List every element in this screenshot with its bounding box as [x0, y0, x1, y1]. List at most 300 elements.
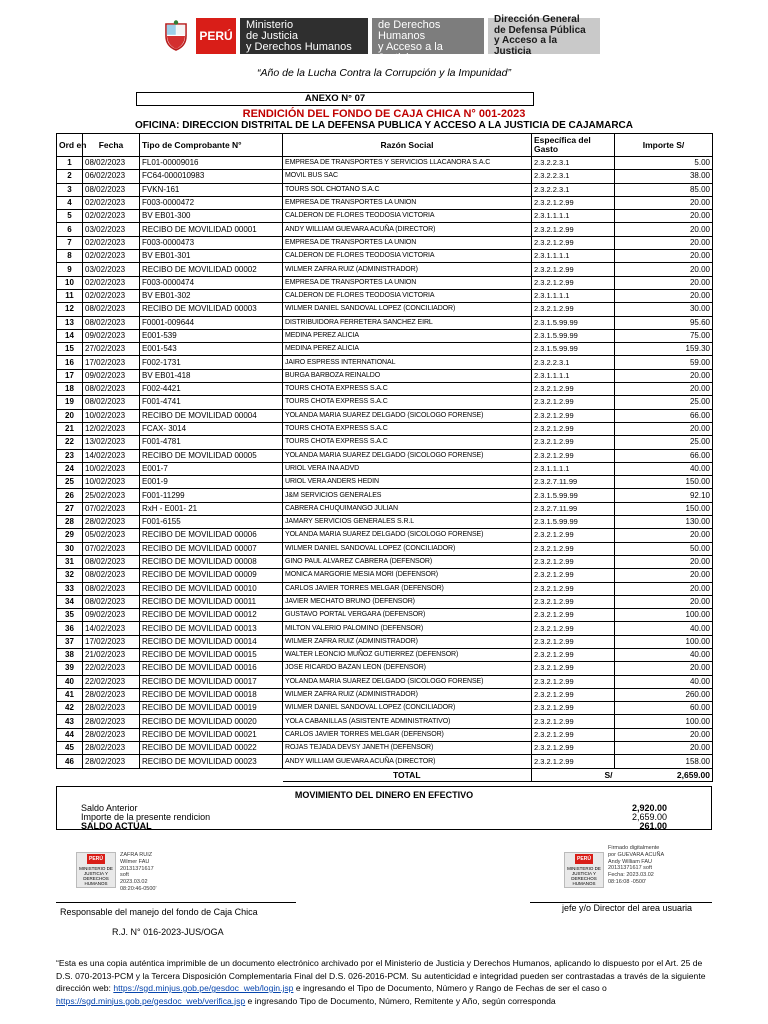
cell-fecha: 21/02/2023: [83, 648, 140, 661]
cell-razon-social: JAIRO ESPRESS INTERNATIONAL: [283, 356, 532, 369]
cell-razon-social: TOURS CHOTA EXPRESS S.A.C: [283, 422, 532, 435]
table-row: [57, 223, 713, 236]
cell-comprobante: F001-4741: [140, 396, 283, 409]
cell-especifica: 2.3.1.5.99.99: [532, 316, 615, 329]
cell-comprobante: RECIBO DE MOVILIDAD 00021: [140, 728, 283, 741]
cell-especifica: 2.3.2.1.2.99: [532, 409, 615, 422]
cell-fecha: 08/02/2023: [83, 383, 140, 396]
signature-text: [120, 852, 157, 893]
seal-text: MINISTERIO DE JUSTICIA Y DERECHOS HUMANOS: [79, 866, 113, 886]
signature-line: 2023.03.02: [120, 879, 148, 886]
cell-comprobante: RECIBO DE MOVILIDAD 00004: [140, 409, 283, 422]
authenticity-footnote: [56, 957, 716, 1007]
table-row: [57, 569, 713, 582]
cell-especifica: 2.3.2.1.2.99: [532, 383, 615, 396]
cell-especifica: 2.3.1.5.99.99: [532, 516, 615, 529]
anexo-title: ANEXO N° 07: [136, 92, 534, 106]
cell-comprobante: RECIBO DE MOVILIDAD 00020: [140, 715, 283, 728]
cell-especifica: 2.3.2.1.2.99: [532, 702, 615, 715]
cell-razon-social: EMPRESA DE TRANSPORTES Y SERVICIOS LLACANORA S.A.C: [283, 157, 532, 170]
cell-comprobante: RECIBO DE MOVILIDAD 00014: [140, 635, 283, 648]
peru-logo: PERÚ: [196, 18, 236, 54]
signature-line: 08:20:46-0500': [120, 885, 157, 892]
signature-seal: [564, 852, 604, 888]
cell-comprobante: F003-0000472: [140, 196, 283, 209]
viceministerio-line: Viceministerio: [378, 7, 447, 20]
signature-line: Wilmer FAU: [120, 858, 150, 865]
cell-comprobante: RECIBO DE MOVILIDAD 00002: [140, 263, 283, 276]
cell-importe: 20.00: [615, 422, 713, 435]
cell-especifica: 2.3.2.1.2.99: [532, 688, 615, 701]
total-row: [57, 768, 713, 781]
cell-razon-social: TOURS CHOTA EXPRESS S.A.C: [283, 396, 532, 409]
cell-comprobante: RECIBO DE MOVILIDAD 00009: [140, 569, 283, 582]
cell-importe: 130.00: [615, 516, 713, 529]
signature-seal: [76, 852, 116, 888]
year-phrase: “Año de la Lucha Contra la Corrupción y la Impunidad”: [257, 67, 511, 79]
cell-ord: 3: [57, 183, 83, 196]
signature-line: por GUEVARA ACUÑA: [608, 851, 665, 858]
cell-especifica: 2.3.2.2.3.1: [532, 170, 615, 183]
cell-ord: 13: [57, 316, 83, 329]
cell-especifica: 2.3.2.1.2.99: [532, 422, 615, 435]
cell-comprobante: F002-4421: [140, 383, 283, 396]
cell-importe: 159.30: [615, 343, 713, 356]
col-header-especifica: Específica del Gasto: [532, 134, 615, 157]
cell-ord: 4: [57, 196, 83, 209]
cell-ord: 8: [57, 250, 83, 263]
saldo-actual-label: SALDO ACTUAL: [81, 821, 152, 831]
table-row: [57, 702, 713, 715]
table-row: [57, 648, 713, 661]
cell-ord: 37: [57, 635, 83, 648]
cell-especifica: 2.3.2.1.2.99: [532, 582, 615, 595]
table-row: [57, 582, 713, 595]
cell-comprobante: RECIBO DE MOVILIDAD 00005: [140, 449, 283, 462]
cell-fecha: 06/02/2023: [83, 170, 140, 183]
cell-comprobante: BV EB01-300: [140, 210, 283, 223]
table-header-row: [57, 134, 713, 157]
cell-comprobante: RECIBO DE MOVILIDAD 00018: [140, 688, 283, 701]
cell-importe: 40.00: [615, 462, 713, 475]
cell-especifica: 2.3.2.7.11.99: [532, 502, 615, 515]
direccion-line: Dirección General: [494, 14, 580, 25]
cell-comprobante: E001-7: [140, 462, 283, 475]
cell-razon-social: URIOL VERA ANDERS HEDIN: [283, 476, 532, 489]
cell-razon-social: YOLANDA MARIA SUAREZ DELGADO (SICOLOGO FORENSE): [283, 675, 532, 688]
table-row: [57, 502, 713, 515]
cell-especifica: 2.3.2.1.2.99: [532, 276, 615, 289]
cell-fecha: 14/02/2023: [83, 449, 140, 462]
cell-razon-social: URIOL VERA INA ADVD: [283, 462, 532, 475]
cell-fecha: 08/02/2023: [83, 303, 140, 316]
cell-fecha: 03/02/2023: [83, 263, 140, 276]
cell-importe: 20.00: [615, 369, 713, 382]
cell-razon-social: YOLA CABANILLAS (ASISTENTE ADMINISTRATIVO): [283, 715, 532, 728]
cell-comprobante: RECIBO DE MOVILIDAD 00012: [140, 609, 283, 622]
cell-especifica: 2.3.2.1.2.99: [532, 595, 615, 608]
cell-comprobante: RECIBO DE MOVILIDAD 00003: [140, 303, 283, 316]
cell-ord: 46: [57, 755, 83, 768]
cell-comprobante: RECIBO DE MOVILIDAD 00001: [140, 223, 283, 236]
direccion-line: y Acceso a la Justicia: [494, 35, 558, 57]
cell-ord: 12: [57, 303, 83, 316]
cell-fecha: 08/02/2023: [83, 396, 140, 409]
cell-importe: 59.00: [615, 356, 713, 369]
signature-line: ZAFRA RUIZ: [120, 852, 153, 858]
cell-fecha: 10/02/2023: [83, 462, 140, 475]
cell-comprobante: RECIBO DE MOVILIDAD 00023: [140, 755, 283, 768]
table-row: [57, 316, 713, 329]
cell-ord: 43: [57, 715, 83, 728]
cell-fecha: 02/02/2023: [83, 289, 140, 302]
cell-razon-social: WALTER LEONCIO MUÑOZ GUTIERREZ (DEFENSOR): [283, 648, 532, 661]
cell-importe: 85.00: [615, 183, 713, 196]
cell-ord: 6: [57, 223, 83, 236]
cell-especifica: 2.3.2.1.2.99: [532, 648, 615, 661]
table-row: [57, 742, 713, 755]
cell-comprobante: RECIBO DE MOVILIDAD 00011: [140, 595, 283, 608]
cell-fecha: 22/02/2023: [83, 675, 140, 688]
cell-importe: 20.00: [615, 196, 713, 209]
table-row: [57, 210, 713, 223]
cell-fecha: 02/02/2023: [83, 250, 140, 263]
table-row: [57, 755, 713, 768]
cell-comprobante: RECIBO DE MOVILIDAD 00006: [140, 529, 283, 542]
cell-ord: 5: [57, 210, 83, 223]
cell-ord: 23: [57, 449, 83, 462]
cell-fecha: 28/02/2023: [83, 516, 140, 529]
cell-ord: 24: [57, 462, 83, 475]
table-row: [57, 250, 713, 263]
cell-comprobante: RECIBO DE MOVILIDAD 00017: [140, 675, 283, 688]
cell-fecha: 28/02/2023: [83, 702, 140, 715]
cell-ord: 36: [57, 622, 83, 635]
cell-comprobante: BV EB01-301: [140, 250, 283, 263]
cell-ord: 26: [57, 489, 83, 502]
cell-especifica: 2.3.2.1.2.99: [532, 555, 615, 568]
cell-razon-social: YOLANDA MARIA SUAREZ DELGADO (SICOLOGO FORENSE): [283, 449, 532, 462]
cell-importe: 92.10: [615, 489, 713, 502]
direccion-logo: [488, 14, 600, 57]
cell-fecha: 27/02/2023: [83, 343, 140, 356]
cell-ord: 32: [57, 569, 83, 582]
cell-razon-social: BURGA BARBOZA REINALDO: [283, 369, 532, 382]
expenses-table: [56, 133, 713, 782]
cell-fecha: 07/02/2023: [83, 542, 140, 555]
cell-importe: 20.00: [615, 289, 713, 302]
table-row: [57, 715, 713, 728]
cell-razon-social: GINO PAUL ALVAREZ CABRERA (DEFENSOR): [283, 555, 532, 568]
cell-comprobante: BV EB01-418: [140, 369, 283, 382]
cell-importe: 60.00: [615, 702, 713, 715]
signature-line: Firmado digitalmente: [608, 845, 660, 851]
cell-ord: 20: [57, 409, 83, 422]
cell-especifica: 2.3.2.1.2.99: [532, 542, 615, 555]
cell-importe: 20.00: [615, 223, 713, 236]
cell-importe: 100.00: [615, 635, 713, 648]
cell-razon-social: ANDY WILLIAM GUEVARA ACUÑA (DIRECTOR): [283, 223, 532, 236]
cell-razon-social: TOURS CHOTA EXPRESS S.A.C: [283, 383, 532, 396]
table-row: [57, 516, 713, 529]
total-currency-symbol: S/: [604, 769, 613, 780]
verifica-link[interactable]: https://sgd.minjus.gob.pe/gesdoc_web/verifica.jsp: [56, 995, 246, 1006]
cell-razon-social: EMPRESA DE TRANSPORTES LA UNION: [283, 276, 532, 289]
cell-razon-social: TOURS SOL CHOTANO S.A.C: [283, 183, 532, 196]
cell-fecha: 28/02/2023: [83, 715, 140, 728]
viceministerio-line: y Acceso a la Justicia: [378, 40, 443, 64]
cell-razon-social: JAVIER MECHATO BRUNO (DEFENSOR): [283, 595, 532, 608]
cell-importe: 260.00: [615, 688, 713, 701]
cell-razon-social: WILMER ZAFRA RUIZ (ADMINISTRADOR): [283, 263, 532, 276]
cell-importe: 5.00: [615, 157, 713, 170]
cell-importe: 66.00: [615, 409, 713, 422]
cell-ord: 11: [57, 289, 83, 302]
cell-ord: 41: [57, 688, 83, 701]
cell-razon-social: MEDINA PEREZ ALICIA: [283, 329, 532, 342]
col-header-fecha: Fecha: [83, 134, 140, 157]
cell-comprobante: FC64-000010983: [140, 170, 283, 183]
cell-ord: 7: [57, 236, 83, 249]
cell-razon-social: MEDINA PEREZ ALICIA: [283, 343, 532, 356]
saldo-anterior-value: 2,920.00: [631, 803, 667, 813]
cell-importe: 150.00: [615, 476, 713, 489]
cell-comprobante: F001-6155: [140, 516, 283, 529]
cell-razon-social: WILMER ZAFRA RUIZ (ADMINISTRADOR): [283, 635, 532, 648]
movimiento-box: [56, 786, 712, 830]
cell-especifica: 2.3.2.1.2.99: [532, 303, 615, 316]
signature-line: 08:16:08 -0500': [608, 878, 647, 885]
table-row: [57, 675, 713, 688]
viceministerio-line: de Derechos Humanos: [378, 18, 441, 42]
col-header-ord: Ord en: [57, 134, 83, 157]
cell-importe: 100.00: [615, 609, 713, 622]
cell-fecha: 28/02/2023: [83, 755, 140, 768]
cell-fecha: 08/02/2023: [83, 316, 140, 329]
cell-fecha: 08/02/2023: [83, 582, 140, 595]
table-row: [57, 489, 713, 502]
signature-text: [608, 845, 664, 888]
cell-razon-social: J&M SERVICIOS GENERALES: [283, 489, 532, 502]
saldo-anterior-label: Saldo Anterior: [81, 803, 138, 813]
cell-ord: 1: [57, 157, 83, 170]
cell-comprobante: E001-539: [140, 329, 283, 342]
cell-razon-social: DISTRIBUIDORA FERRETERA SANCHEZ EIRL: [283, 316, 532, 329]
cell-razon-social: CARLOS JAVIER TORRES MELGAR (DEFENSOR): [283, 582, 532, 595]
cell-razon-social: CALDERON DE FLORES TEODOSIA VICTORIA: [283, 210, 532, 223]
total-spacer: [57, 768, 283, 781]
cell-especifica: 2.3.2.1.2.99: [532, 662, 615, 675]
cell-fecha: 08/02/2023: [83, 555, 140, 568]
ministerio-logo: [240, 18, 368, 54]
cell-especifica: 2.3.1.5.99.99: [532, 343, 615, 356]
cell-ord: 35: [57, 609, 83, 622]
signature-line: 20131371617: [120, 865, 154, 872]
cell-especifica: 2.3.1.1.1.1: [532, 369, 615, 382]
cell-ord: 16: [57, 356, 83, 369]
cell-razon-social: YOLANDA MARIA SUAREZ DELGADO (SICOLOGO FORENSE): [283, 409, 532, 422]
cell-razon-social: YOLANDA MARIA SUAREZ DELGADO (SICOLOGO FORENSE): [283, 529, 532, 542]
cell-especifica: 2.3.2.1.2.99: [532, 622, 615, 635]
table-row: [57, 728, 713, 741]
cell-razon-social: CALDERON DE FLORES TEODOSIA VICTORIA: [283, 289, 532, 302]
cell-especifica: 2.3.2.1.2.99: [532, 449, 615, 462]
cell-fecha: 17/02/2023: [83, 356, 140, 369]
total-currency: [532, 768, 615, 781]
cell-comprobante: BV EB01-302: [140, 289, 283, 302]
cell-especifica: 2.3.2.7.11.99: [532, 476, 615, 489]
cell-importe: 25.00: [615, 396, 713, 409]
table-row: [57, 422, 713, 435]
cell-especifica: 2.3.2.1.2.99: [532, 755, 615, 768]
cell-fecha: 28/02/2023: [83, 728, 140, 741]
cell-ord: 38: [57, 648, 83, 661]
cell-importe: 20.00: [615, 383, 713, 396]
coat-of-arms-icon: [160, 18, 192, 54]
cell-razon-social: WILMER DANIEL SANDOVAL LOPEZ (CONCILIADOR): [283, 702, 532, 715]
table-row: [57, 635, 713, 648]
cell-especifica: 2.3.2.1.2.99: [532, 436, 615, 449]
cell-ord: 15: [57, 343, 83, 356]
rj-number: R.J. N° 016-2023-JUS/OGA: [112, 927, 224, 937]
cell-ord: 34: [57, 595, 83, 608]
viceministerio-logo: [372, 7, 484, 64]
cell-fecha: 08/02/2023: [83, 157, 140, 170]
total-amount: 2,659.00: [615, 768, 713, 781]
cell-importe: 20.00: [615, 662, 713, 675]
table-row: [57, 396, 713, 409]
table-row: [57, 276, 713, 289]
cell-importe: 20.00: [615, 263, 713, 276]
cell-especifica: 2.3.1.1.1.1: [532, 462, 615, 475]
cell-ord: 10: [57, 276, 83, 289]
table-row: [57, 462, 713, 475]
cell-comprobante: RECIBO DE MOVILIDAD 00019: [140, 702, 283, 715]
cell-fecha: 02/02/2023: [83, 276, 140, 289]
cell-importe: 25.00: [615, 436, 713, 449]
cell-razon-social: ANDY WILLIAM GUEVARA ACUÑA (DIRECTOR): [283, 755, 532, 768]
cell-fecha: 08/02/2023: [83, 595, 140, 608]
login-link[interactable]: https://sgd.minjus.gob.pe/gesdoc_web/login.jsp: [113, 983, 294, 993]
table-row: [57, 356, 713, 369]
table-row: [57, 383, 713, 396]
cell-especifica: 2.3.1.1.1.1: [532, 289, 615, 302]
signature-line: Andy William FAU: [608, 858, 653, 865]
table-row: [57, 329, 713, 342]
cell-fecha: 17/02/2023: [83, 635, 140, 648]
cell-fecha: 05/02/2023: [83, 529, 140, 542]
table-row: [57, 662, 713, 675]
table-row: [57, 289, 713, 302]
cell-especifica: 2.3.2.1.2.99: [532, 263, 615, 276]
ministerio-line: y Derechos Humanos: [246, 40, 352, 53]
col-header-importe: Importe S/: [615, 134, 713, 157]
importe-value: 2,659.00: [631, 812, 667, 822]
seal-peru-mark: PERÚ: [87, 854, 105, 864]
cell-razon-social: MOVIL BUS SAC: [283, 170, 532, 183]
cell-importe: 40.00: [615, 648, 713, 661]
cell-comprobante: RECIBO DE MOVILIDAD 00010: [140, 582, 283, 595]
cell-comprobante: F001-11299: [140, 489, 283, 502]
table-row: [57, 595, 713, 608]
cell-ord: 18: [57, 383, 83, 396]
footnote-text: e ingresando el Tipo de Documento, Número y Rango de Fechas de ser el caso o: [293, 983, 607, 993]
cell-razon-social: TOURS CHOTA EXPRESS S.A.C: [283, 436, 532, 449]
table-row: [57, 170, 713, 183]
cell-fecha: 10/02/2023: [83, 476, 140, 489]
footnote-text: “Esta es una copia auténtica imprimible de un documento electrónico archivado por el Ministerio de Justicia y Derechos Humanos, aplicando lo dispuesto por el Art. 25 de D.S. 070-2013-PCM y la Tercera Disposición Complementaria Final del D.S. 026-2016-PCM. Su autenticidad e integridad pueden ser contrastadas a través de la siguiente dirección web:: [56, 958, 706, 993]
cell-comprobante: FCAX- 3014: [140, 422, 283, 435]
cell-importe: 20.00: [615, 569, 713, 582]
cell-razon-social: EMPRESA DE TRANSPORTES LA UNION: [283, 236, 532, 249]
col-header-tipo: Tipo de Comprobante N°: [140, 134, 283, 157]
cell-razon-social: CALDERON DE FLORES TEODOSIA VICTORIA: [283, 250, 532, 263]
cell-fecha: 28/02/2023: [83, 688, 140, 701]
cell-comprobante: RECIBO DE MOVILIDAD 00015: [140, 648, 283, 661]
cell-importe: 100.00: [615, 715, 713, 728]
oficina-title: OFICINA: DIRECCION DISTRITAL DE LA DEFENSA PUBLICA Y ACCESO A LA JUSTICIA DE CAJAMARCA: [135, 120, 633, 131]
table-row: [57, 263, 713, 276]
cell-especifica: 2.3.2.1.2.99: [532, 715, 615, 728]
cell-importe: 150.00: [615, 502, 713, 515]
cell-razon-social: JAMARY SERVICIOS GENERALES S.R.L: [283, 516, 532, 529]
signature-line: 20131371617 soft: [608, 865, 653, 872]
col-header-razon: Razón Social: [283, 134, 532, 157]
cell-ord: 28: [57, 516, 83, 529]
cell-importe: 20.00: [615, 555, 713, 568]
seal-peru-mark: PERÚ: [575, 854, 593, 864]
cell-comprobante: RECIBO DE MOVILIDAD 00022: [140, 742, 283, 755]
table-row: [57, 542, 713, 555]
cell-especifica: 2.3.2.1.2.99: [532, 742, 615, 755]
cell-fecha: 08/02/2023: [83, 183, 140, 196]
cell-fecha: 03/02/2023: [83, 223, 140, 236]
cell-fecha: 10/02/2023: [83, 409, 140, 422]
cell-especifica: 2.3.2.1.2.99: [532, 609, 615, 622]
cell-ord: 17: [57, 369, 83, 382]
cell-comprobante: F001-4781: [140, 436, 283, 449]
cell-razon-social: CABRERA CHUQUIMANGO JULIAN: [283, 502, 532, 515]
cell-comprobante: F002-1731: [140, 356, 283, 369]
cell-ord: 9: [57, 263, 83, 276]
cell-ord: 22: [57, 436, 83, 449]
cell-comprobante: E001-9: [140, 476, 283, 489]
cell-especifica: 2.3.2.1.2.99: [532, 529, 615, 542]
table-row: [57, 157, 713, 170]
cell-fecha: 12/02/2023: [83, 422, 140, 435]
cell-fecha: 09/02/2023: [83, 369, 140, 382]
cell-importe: 50.00: [615, 542, 713, 555]
saldo-actual-value: 261.00: [639, 821, 667, 831]
cell-fecha: 14/02/2023: [83, 622, 140, 635]
signature-line: Fecha: 2023.03.02: [608, 872, 654, 879]
cell-fecha: 02/02/2023: [83, 236, 140, 249]
importe-label: Importe de la presente rendicion: [81, 812, 211, 822]
cell-especifica: 2.3.2.1.2.99: [532, 569, 615, 582]
cell-especifica: 2.3.1.5.99.99: [532, 329, 615, 342]
jefe-label: jefe y/o Director del area usuaria: [562, 903, 693, 913]
cell-comprobante: F003-0000473: [140, 236, 283, 249]
total-label: TOTAL: [283, 768, 532, 781]
table-row: [57, 303, 713, 316]
cell-fecha: 22/02/2023: [83, 662, 140, 675]
cell-importe: 158.00: [615, 755, 713, 768]
footnote-text: e ingresando Tipo de Documento, Número, Remitente y Año, según corresponda: [245, 995, 556, 1006]
cell-importe: 66.00: [615, 449, 713, 462]
cell-ord: 21: [57, 422, 83, 435]
table-row: [57, 449, 713, 462]
signature-line: soft: [120, 872, 129, 879]
